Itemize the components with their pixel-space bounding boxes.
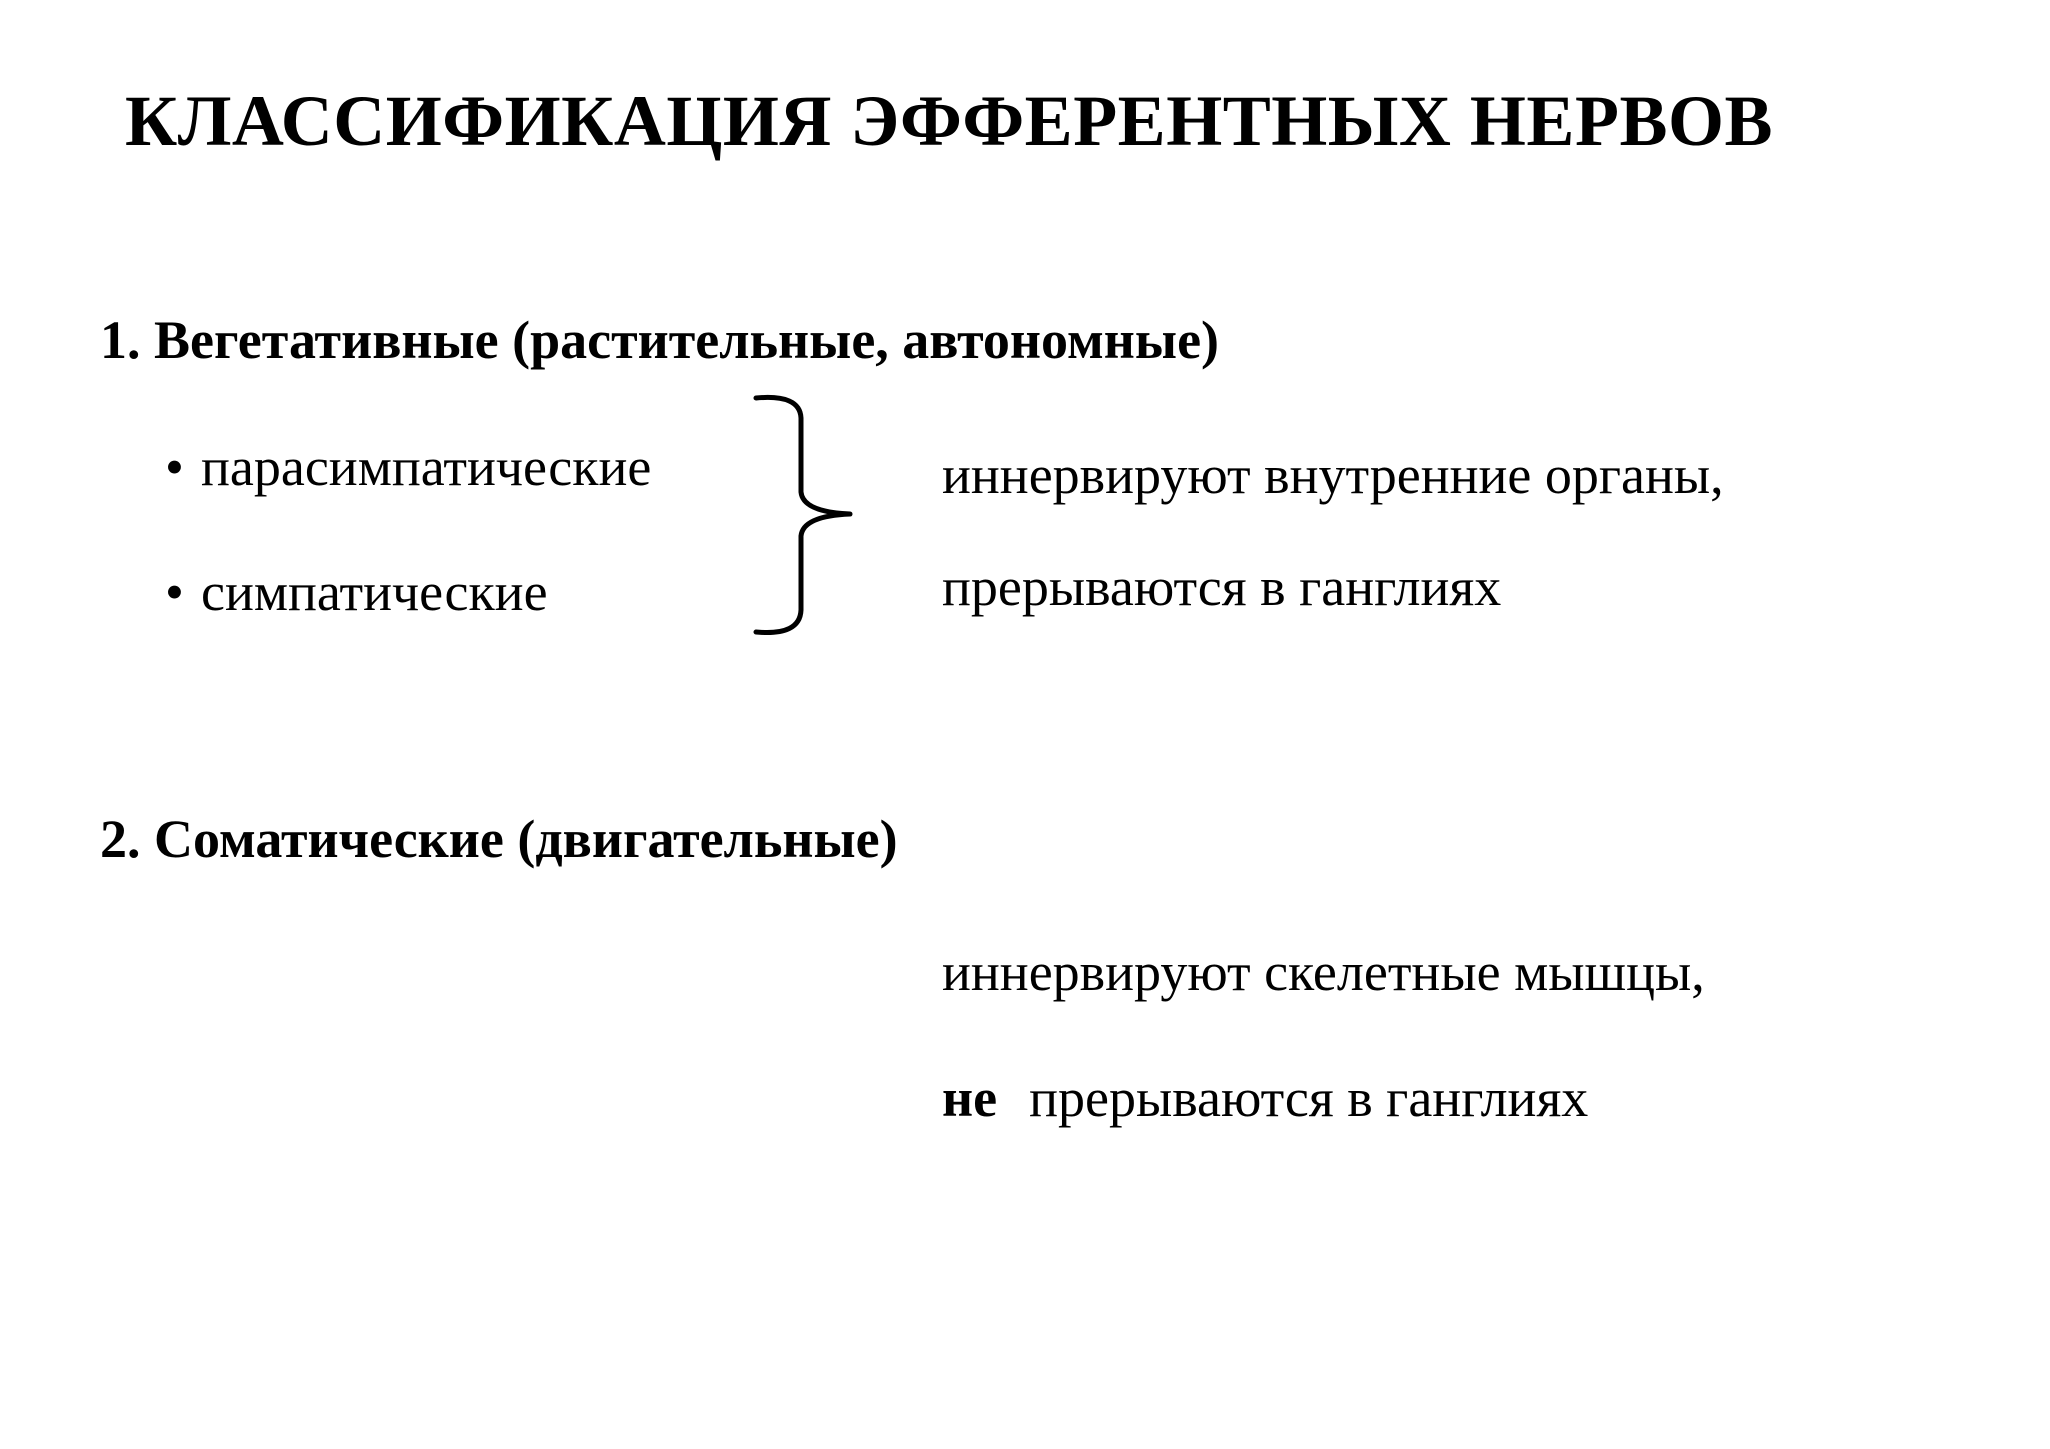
right-curly-brace-icon	[748, 392, 858, 638]
list-item-sympathetic	[165, 562, 548, 622]
section-2-description-line-2	[942, 1068, 1589, 1128]
list-item-label: парасимпатические	[201, 437, 652, 497]
list-item-parasympathetic	[165, 437, 652, 497]
bullet-icon: •	[165, 437, 184, 497]
section-1-description-line-2: прерываются в ганглиях	[942, 557, 1502, 617]
slide-title: КЛАССИФИКАЦИЯ ЭФФЕРЕНТНЫХ НЕРВОВ	[125, 81, 1773, 161]
list-item-label: симпатические	[201, 562, 548, 622]
negation-emphasis: не	[942, 1068, 998, 1128]
section-2-heading: 2. Соматические (двигательные)	[100, 809, 898, 869]
description-rest: прерываются в ганглиях	[1029, 1068, 1589, 1128]
section-1-description-line-1: иннервируют внутренние органы,	[942, 445, 1724, 505]
section-2-description-line-1: иннервируют скелетные мышцы,	[942, 942, 1705, 1002]
bullet-icon: •	[165, 562, 184, 622]
section-1-heading: 1. Вегетативные (растительные, автономные)	[100, 310, 1220, 370]
